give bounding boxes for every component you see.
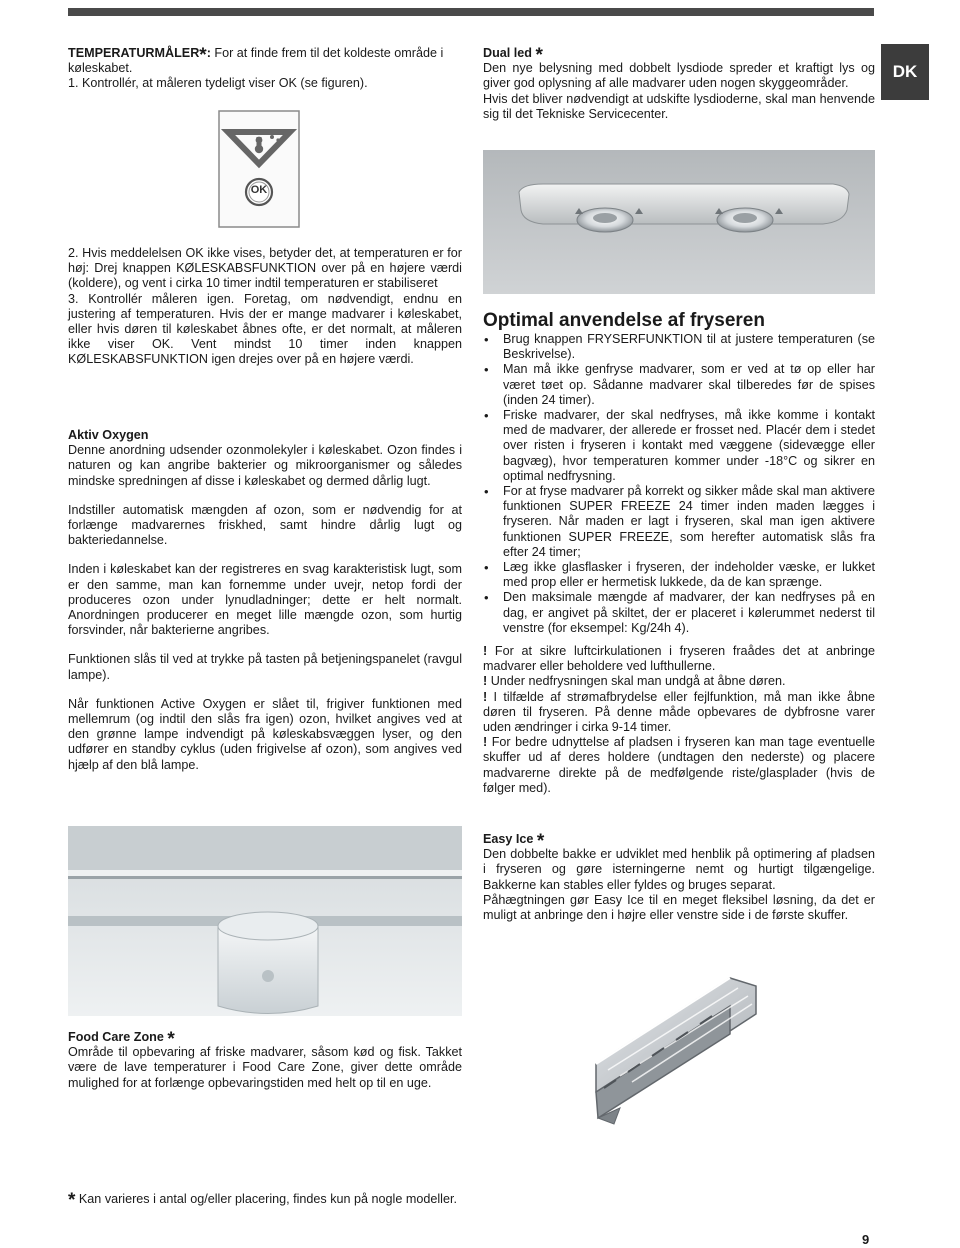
warning-text: For at sikre luftcirkulationen i fryseren fraådes det at anbringe madvarer eller beholdere ved lufthullerne. — [483, 644, 875, 674]
easy-ice-tray-image — [580, 960, 780, 1130]
thermometer-intro: For at finde frem til det koldeste område i køleskabet. — [68, 46, 444, 76]
dual-led-section — [483, 44, 875, 122]
thermometer-steps — [68, 246, 462, 368]
footnote-text: Kan varieres i antal og/eller placering, findes kun på nogle modeller. — [78, 1192, 457, 1206]
active-oxygen-paragraph: Inden i køleskabet kan der registreres en svag karakteristisk lugt, som er den samme, man kan fornemme under uvejr, netop fordi der produceres ozon under lynudladninger; dette er helt normalt. Anordningen producerer en meget lille mængde ozon, som hurtig forsvinder, når bakterierne angribes. — [68, 562, 462, 638]
asterisk-mark: * — [536, 831, 545, 852]
list-item: • For at fryse madvarer på korrekt og sikker måde skal man aktivere funktionen SUPER FREEZE 24 timer inden maden lægges i fryseren. Når maden er lagt i fryseren, skal man igen aktivere funktionen SUPER FREEZE, som herefter automatisk slås fra efter 24 timer; — [483, 484, 875, 560]
easy-ice-title: Easy Ice — [483, 832, 534, 846]
dual-led-title: Dual led — [483, 46, 532, 60]
active-oxygen-paragraph: Funktionen slås til ved at trykke på tasten på betjeningspanelet (ravgul lampe). — [68, 652, 462, 682]
list-item: • Brug knappen FRYSERFUNKTION til at justere temperaturen (se Beskrivelse). — [483, 332, 875, 362]
dual-led-text: Hvis det bliver nødvendigt at udskifte lysdioderne, skal man henvende sig til det Tekniske Servicecenter. — [483, 91, 875, 121]
food-care-zone-photo — [68, 826, 462, 1016]
freezer-bullet-list — [483, 332, 875, 636]
thermometer-colon: : — [206, 46, 211, 60]
thermometer-title: TEMPERATURMÅLER — [68, 46, 200, 60]
easy-ice-text: Påhægtningen gør Easy Ice til en meget fleksibel løsning, da det er muligt at anbringe den i højre eller venstre side i de første skuffer. — [483, 892, 875, 923]
food-care-zone-text: Område til opbevaring af friske madvarer, såsom kød og fisk. Takket være de lave temperaturer i Food Care Zone, giver dette område mulighed for at forlænge opbevaringstiden med helt op til en uge. — [68, 1045, 462, 1090]
warning-text: For bedre udnyttelse af pladsen i fryseren kan man tage eventuelle skuffer ud af deres holdere (undtagen den nederste) og placere madvarerne direkte på de medfølgende riste/glasplader (hvis de følger med). — [483, 735, 875, 795]
freezer-heading: Optimal anvendelse af fryseren — [483, 310, 765, 331]
thermometer-step-2: 2. Hvis meddelelsen OK ikke vises, betyder det, at temperaturen er for høj: Drej knappen KØLESKABSFUNKTION over på en højere værdi (koldere), og vent i cirka 10 timer indtil temperaturen er stabiliseret — [68, 246, 462, 291]
thermometer-step-1: 1. Kontrollér, at måleren tydeligt viser OK (se figuren). — [68, 76, 368, 91]
dual-led-text: Den nye belysning med dobbelt lysdiode spreder et kraftigt lys og giver god oplysning af alle madvarer uden nogen skyggeområder. — [483, 61, 875, 91]
warning-mark: ! — [483, 689, 488, 704]
freezer-tips — [483, 332, 875, 636]
thermometer-figure — [218, 110, 300, 228]
food-care-zone-title: Food Care Zone — [68, 1030, 164, 1044]
warning-text: I tilfælde af strømafbrydelse eller fejlfunktion, må man ikke åbne døren til fryseren. På denne måde opbevares de dybfrosne varer uden ændringer i cirka 9-14 timer. — [483, 689, 876, 735]
dual-led-photo — [483, 150, 875, 294]
thermometer-section — [68, 44, 462, 92]
easy-ice-section — [483, 830, 875, 923]
asterisk-mark: * — [68, 1190, 76, 1211]
warning-text: Under nedfrysningen skal man undgå at åbne døren. — [490, 674, 786, 689]
warning-mark: ! — [483, 674, 488, 689]
asterisk-mark: * — [535, 45, 543, 66]
list-item: • Den maksimale mængde af madvarer, der kan nedfryses på en dag, er angivet på skiltet, der er placeret i kølerummet nederst til venstre (for eksempel: Kg/24h 4). — [483, 590, 875, 636]
active-oxygen-title: Aktiv Oxygen — [68, 428, 149, 442]
easy-ice-text: Den dobbelte bakke er udviklet med henblik på optimering af pladsen i fryseren og gøre isterningerne nemt og hurtigt tilgængelige. Bakkerne kan stables eller fyldes og bruges separat. — [483, 847, 875, 892]
page-number: 9 — [862, 1232, 870, 1247]
freezer-warnings — [483, 644, 875, 796]
asterisk-mark: * — [167, 1029, 175, 1050]
list-item: • Man må ikke genfryse madvarer, som er ved at tø op eller har været tøet op. Sådanne madvarer skal tilberedes før de spises (inden 24 timer). — [483, 362, 875, 408]
warning-mark: ! — [483, 644, 488, 658]
thermometer-step-3: 3. Kontrollér måleren igen. Foretag, om nødvendigt, endnu en justering af temperaturen. Hvis der er mange madvarer i køleskabet, eller hvis døren til køleskabet åbnes ofte, er det normalt, at måleren ikke viser OK. Vent mindst 10 timer inden knappen KØLESKABSFUNKTION igen drejes over på en højere værdi. — [68, 291, 462, 367]
active-oxygen-paragraph: Indstiller automatisk mængden af ozon, som er nødvendig for at forlænge madvarernes friskhed, samt hindre dårlig lugt og bakteriedannelse. — [68, 502, 462, 548]
active-oxygen-section — [68, 428, 462, 773]
warning-mark: ! — [483, 735, 488, 750]
active-oxygen-paragraph: Når funktionen Active Oxygen er slået til, frigiver funktionen med mellemrum (og indtil den slås fra igen) ozon, hvilket angives ved at den grønne lampe indvendigt på køleskabsvæggen lyser, og den udfører en standby cyklus (uden frigivelse af ozon), som angives ved hjælp af den blå lampe. — [68, 696, 462, 772]
asterisk-mark: * — [199, 45, 207, 66]
active-oxygen-paragraph: Denne anordning udsender ozonmolekyler i køleskabet. Ozon findes i naturen og kan angribe bakterier og mikroorganismer og således mindske spredningen af disse i køleskabet og dermed dårlig lugt. — [68, 443, 462, 488]
footnote — [68, 1190, 462, 1211]
ok-indicator: OK — [250, 184, 268, 196]
top-rule — [68, 8, 874, 16]
list-item: • Læg ikke glasflasker i fryseren, der indeholder væske, er lukket med prop eller er hermetisk lukkede, da de kan sprænge. — [483, 560, 875, 590]
list-item: • Friske madvarer, der skal nedfryses, må ikke komme i kontakt med de madvarer, der allerede er frosset ned. Placér dem i stedet over risten i fryseren i kontakt med væggene (sidevægge eller bagvæg), hvor temperaturen kommer under -18°C og sikrer en optimal nedfrysning. — [483, 408, 875, 484]
language-tab: DK — [881, 44, 929, 100]
food-care-zone-section — [68, 1028, 462, 1091]
